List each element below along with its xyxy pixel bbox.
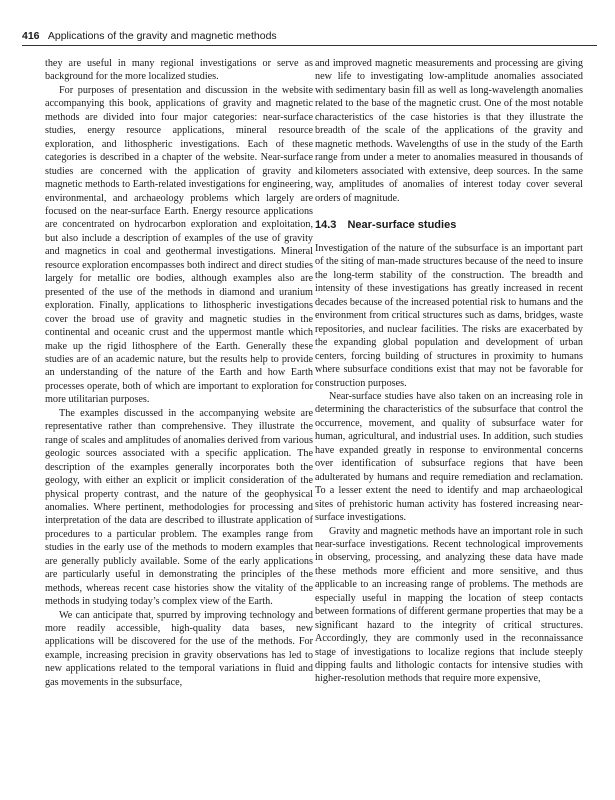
- paragraph: For purposes of presentation and discussion in the website accompanying this book, applications of gravity and magnetic methods are divided into four major categories: near-surface studies, energy resource applications, mineral resource exploration, and lithospheric investigations. Each of these categories is described in a chapter of the website. Near-surface studies are concerned with the application of gravity and magnetic methods to Earth-related investigations for engineering, environmental, and archaeology problems which largely are focused on the near-surface Earth. Energy resource applications are concentrated on hydrocarbon exploration and exploitation, but also include a description of examples of the use of gravity and magnetics in coal and geothermal investigations. Mineral resource exploration encompasses both indirect and direct studies largely for metallic ore bodies, although examples also are presented of the use of the methods in diamond and uranium exploration. Finally, applications to lithospheric investigations cover the broad use of gravity and magnetic studies in the continental and oceanic crust and the uppermost mantle which make up the rigid lithosphere of the Earth. Generally these studies are of an academic nature, but the results help to provide an understanding of the nature of the Earth and how Earth processes operate, both of which are important to exploration for more utilitarian purposes.: [45, 84, 313, 406]
- page-number: 416: [22, 30, 40, 42]
- paragraph: Gravity and magnetic methods have an important role in such near-surface investigations. Recent technological improvements in observing, processing, and analyzing these data have made these methods more efficient and more sensitive, and thus applicable to an increasing range of problems. The methods are especially useful in mapping the location of steep contacts between formations of different germane properties that may be a significant hazard to the integrity of critical structures. Accordingly, they are commonly used in the reconnaissance stage of investigations to localize regions that include steeply dipping faults and lithologic contacts for intensive studies with higher-resolution methods that require more expensive,: [315, 525, 583, 685]
- running-header: [22, 30, 597, 46]
- header-rule: [22, 45, 597, 46]
- section-title: Near-surface studies: [347, 218, 457, 231]
- section-number: 14.3: [315, 218, 337, 231]
- right-column: [315, 57, 583, 686]
- paragraph: Near-surface studies have also taken on an increasing role in determining the characteristics of the subsurface that control the occurrence, movement, and quality of subsurface water for human, agricultural, and industrial uses. In addition, such studies have expanded greatly in response to environmental concerns over identification of subsurface regions that have been adulterated by humans and require remediation and reclamation. To a lesser extent the need to identify and map archaeological sites of prehistoric human activity has fostered increasing near-surface investigations.: [315, 390, 583, 524]
- running-title: Applications of the gravity and magnetic methods: [47, 30, 277, 42]
- paragraph: The examples discussed in the accompanying website are representative rather than comprehensive. They illustrate the range of scales and amplitudes of anomalies derived from various geologic sources associated with a specific application. The description of the examples generally incorporates both the geology, with either an explicit or implicit consideration of the physical property contrast, and the nature of the geophysical anomalies. Where pertinent, methodologies for processing and interpretation of the data are described to illustrate application of procedures to a particular problem. The examples range from studies in the early use of the methods to modern examples that are generally publicly available. Some of the early applications are particularly useful in demonstrating the principles of the methods, whereas recent case histories show the vitality of the methods in studying today’s complex view of the Earth.: [45, 407, 313, 608]
- paragraph: Investigation of the nature of the subsurface is an important part of the siting of man-made structures because of the need to insure the long-term stability of the construction. The breadth and intensity of these investigations has greatly increased in recent decades because of the increased potential risk to humans and the environment from critical structures such as dams, bridges, waste repositories, and nuclear facilities. The risks are exacerbated by the expanding global population and development of urban centers, forcing building of structures in proximity to humans where subsurface conditions exist that may not be favorable for construction purposes.: [315, 242, 583, 389]
- left-column: [45, 57, 313, 689]
- paragraph: and improved magnetic measurements and processing are giving new life to investigating low-amplitude anomalies associated with sedimentary basin fill as well as long-wavelength anomalies related to the base of the magnetic crust. One of the most notable characteristics of the case histories is that they illustrate the breadth of the scale of the applications of the gravity and magnetic methods. Wavelengths of use in the study of the Earth range from under a meter to anomalies measured in thousands of kilometers associated with extensive, deep sources. In the same way, amplitudes of anomalies of interest today cover several orders of magnitude.: [315, 58, 583, 204]
- section-heading: [315, 218, 583, 232]
- paragraph: they are useful in many regional investigations or serve as background for the more localized studies.: [45, 58, 313, 83]
- paragraph: We can anticipate that, spurred by improving technology and more readily accessible, high-quality data bases, new applications will be discovered for the use of the methods. For example, increasing precision in gravity observations has led to new applications related to the temporal variations in fluid and gas movements in the subsurface,: [45, 609, 313, 688]
